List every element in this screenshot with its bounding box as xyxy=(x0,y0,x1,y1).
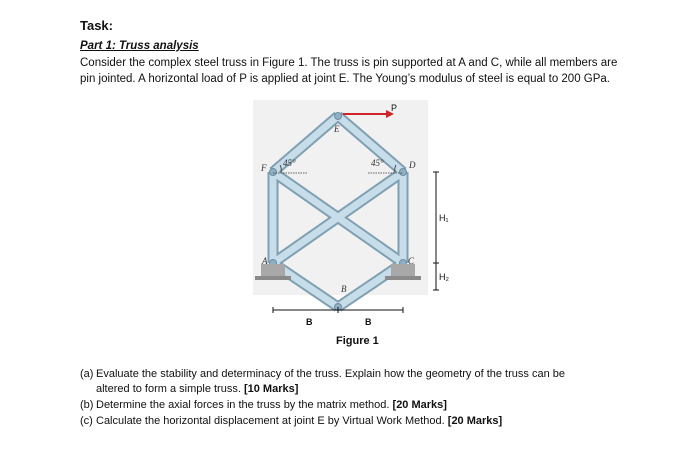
dim-label-h2: H₂ xyxy=(439,272,449,282)
question-marks: [10 Marks] xyxy=(243,383,299,395)
question-text: Evaluate the stability and determinacy of the truss. Explain how the geometry of the truss can be xyxy=(96,368,565,380)
question-text: Calculate the horizontal displacement at joint E by Virtual Work Method. xyxy=(96,415,445,427)
joint-f xyxy=(270,169,277,176)
joint-label-a: A xyxy=(262,256,268,266)
dim-label-b-left: B xyxy=(306,317,313,327)
load-label: P xyxy=(391,103,398,113)
joint-e xyxy=(335,113,342,120)
joint-label-c: C xyxy=(408,256,415,266)
joint-label-b: B xyxy=(341,284,347,294)
joint-label-f: F xyxy=(261,163,267,173)
question-b xyxy=(80,398,640,413)
truss-diagram xyxy=(253,100,453,335)
intro-line-1: Consider the complex steel truss in Figure 1. The truss is pin supported at A and C, while all members are xyxy=(80,57,618,69)
figure-caption: Figure 1 xyxy=(336,335,379,347)
dim-label-b-right: B xyxy=(365,317,372,327)
horizontal-dimension xyxy=(273,307,403,313)
question-text-continued: altered to form a simple truss. xyxy=(96,383,241,395)
joint-label-e: E xyxy=(334,124,340,134)
angle-label-right: 45° xyxy=(371,158,384,168)
question-label: (b) xyxy=(80,399,94,411)
question-marks: [20 Marks] xyxy=(447,415,503,427)
intro-paragraph xyxy=(80,55,640,87)
question-c xyxy=(80,414,640,429)
task-title: Task: xyxy=(80,18,113,33)
question-marks: [20 Marks] xyxy=(392,399,447,411)
question-a xyxy=(80,367,640,397)
part-title: Part 1: Truss analysis xyxy=(80,40,199,52)
angle-label-left: 45° xyxy=(283,158,296,168)
joint-d xyxy=(400,169,407,176)
truss-figure xyxy=(253,100,453,335)
dim-label-h1: H₁ xyxy=(439,213,449,223)
question-label: (c) xyxy=(80,415,93,427)
question-list xyxy=(80,367,640,430)
question-label: (a) xyxy=(80,368,94,380)
question-text: Determine the axial forces in the truss by the matrix method. xyxy=(96,399,390,411)
intro-line-2: pin jointed. A horizontal load of P is applied at joint E. The Young’s modulus of steel is equal to 200 GPa. xyxy=(80,73,611,85)
joint-label-d: D xyxy=(409,160,416,170)
